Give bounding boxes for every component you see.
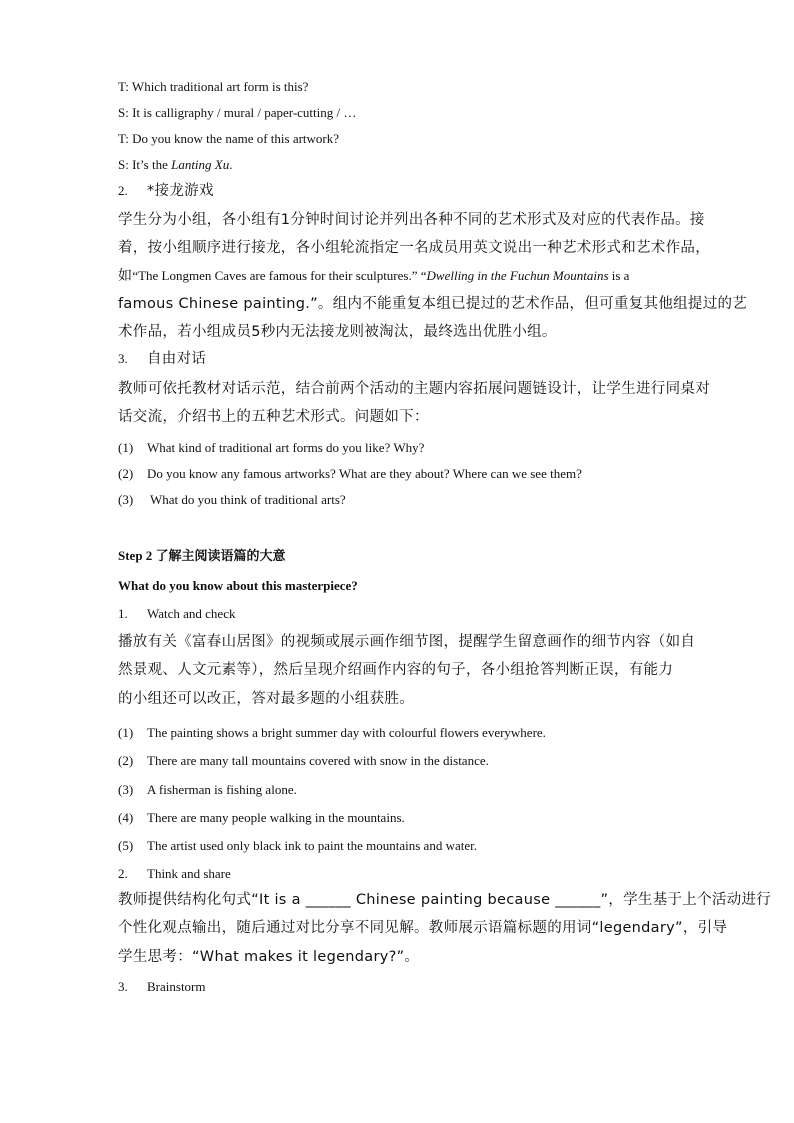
- section-3-paragraph-line-2: 话交流，介绍书上的五种艺术形式。问题如下：: [118, 409, 429, 425]
- question-item: (3) What do you think of traditional arts?: [118, 492, 346, 507]
- artwork-title: Lanting Xu: [171, 157, 230, 172]
- step-2-subheading: What do you know about this masterpiece?: [118, 578, 358, 593]
- section-2-paragraph-line-1: 学生分为小组，各小组有1分钟时间讨论并列出各种不同的艺术形式及对应的代表作品。接: [118, 212, 705, 228]
- section-3-paragraph-line-1: 教师可依托教材对话示范，结合前两个活动的主题内容拓展问题链设计，让学生进行同桌对: [118, 381, 710, 397]
- dialogue-teacher-question-2: T: Do you know the name of this artwork?: [118, 131, 340, 146]
- dialogue-student-answer-2: S: It’s the Lanting Xu.: [118, 157, 233, 172]
- item-1-paragraph-line-3: 的小组还可以改正，答对最多题的小组获胜。: [118, 691, 414, 707]
- statement-item: (1) The painting shows a bright summer day with colourful flowers everywhere.: [118, 725, 546, 740]
- item-1-paragraph-line-2: 然景观、人文元素等），然后呈现介绍画作内容的句子，各小组抢答判断正误，有能力: [118, 662, 674, 678]
- step-2-heading: Step 2 了解主阅读语篇的大意: [118, 548, 286, 563]
- section-2-paragraph-line-5: 术作品，若小组成员5秒内无法接龙则被淘汰，最终选出优胜小组。: [118, 324, 557, 340]
- statement-item: (3) A fisherman is fishing alone.: [118, 782, 297, 797]
- artwork-title: Dwelling in the Fuchun Mountains: [426, 268, 609, 283]
- section-2-paragraph-line-3: 如“The Longmen Caves are famous for their sculptures.” “Dwelling in the Fuchun Mountains is a: [118, 268, 630, 284]
- item-1-paragraph-line-1: 播放有关《富春山居图》的视频或展示画作细节图，提醒学生留意画作的细节内容（如自: [118, 634, 696, 650]
- item-2-heading: 2. Think and share: [118, 866, 231, 881]
- section-2-paragraph-line-4: famous Chinese painting.”。组内不能重复本组已提过的艺术作品，但可重复其他组提过的艺: [118, 296, 748, 312]
- item-1-heading: 1. Watch and check: [118, 606, 236, 621]
- question-item: (2) Do you know any famous artworks? What are they about? Where can we see them?: [118, 466, 582, 481]
- item-2-paragraph-line-1: 教师提供结构化句式“It is a ______ Chinese painting because ______”，学生基于上个活动进行: [118, 892, 772, 908]
- section-2-paragraph-line-2: 着，按小组顺序进行接龙，各小组轮流指定一名成员用英文说出一种艺术形式和艺术作品，: [118, 240, 710, 256]
- item-3-heading: 3. Brainstorm: [118, 979, 206, 994]
- dialogue-student-answer-1: S: It is calligraphy / mural / paper-cutting / …: [118, 105, 357, 120]
- section-3-heading: 3. 自由对话: [118, 351, 207, 367]
- item-2-paragraph-line-2: 个性化观点输出，随后通过对比分享不同见解。教师展示语篇标题的用词“legendary”，引导: [118, 920, 728, 936]
- section-2-heading: 2. *接龙游戏: [118, 183, 214, 199]
- statement-item: (2) There are many tall mountains covered with snow in the distance.: [118, 753, 489, 768]
- statement-item: (5) The artist used only black ink to paint the mountains and water.: [118, 838, 477, 853]
- dialogue-teacher-question-1: T: Which traditional art form is this?: [118, 79, 309, 94]
- item-2-paragraph-line-3: 学生思考：“What makes it legendary?”。: [118, 949, 420, 965]
- question-item: (1) What kind of traditional art forms do you like? Why?: [118, 440, 425, 455]
- statement-item: (4) There are many people walking in the mountains.: [118, 810, 405, 825]
